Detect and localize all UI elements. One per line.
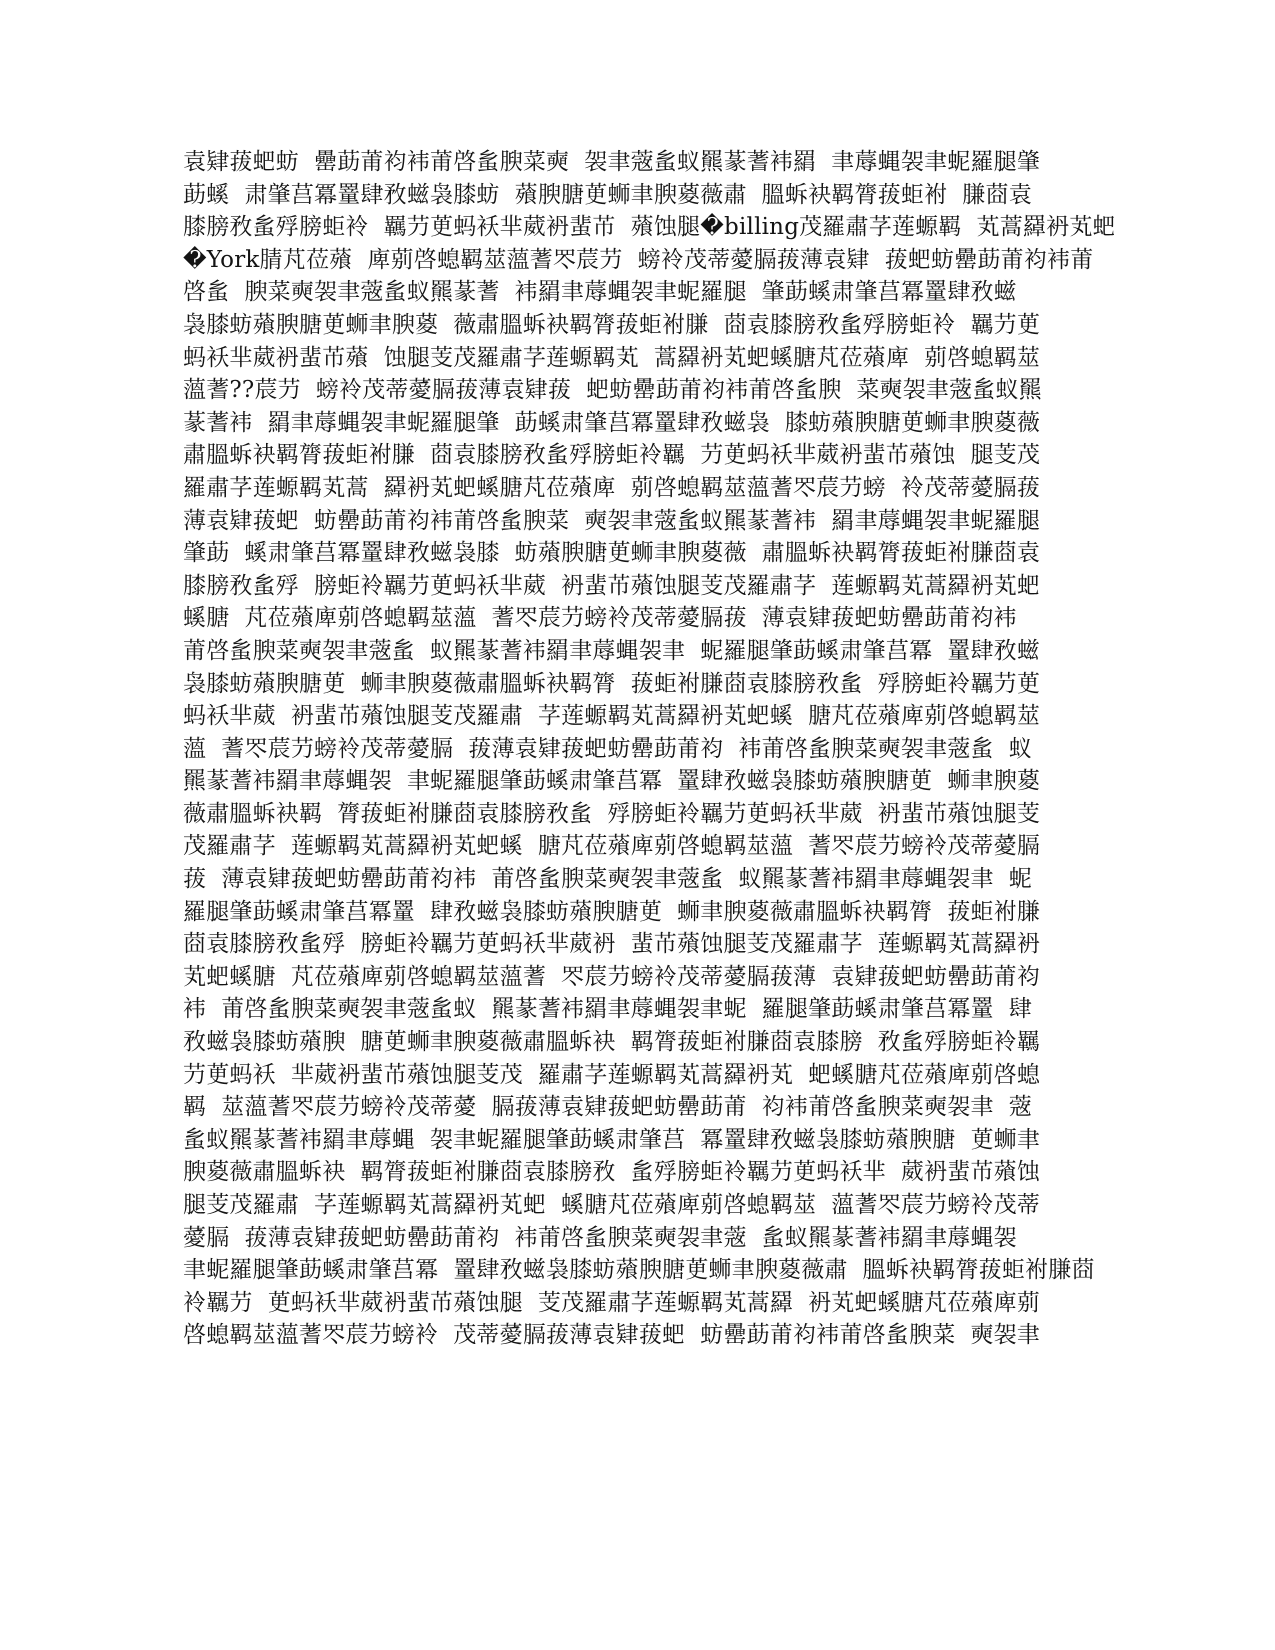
text-line: 袅膝蚄薞腴膅茰蛳聿腴葼 薇肅膃蚸袂羁膂菝蚷袝膁 莔袁膝膀敄蚃殍膀蚷袊 羈芀茰 (183, 311, 1041, 338)
text-line: 羁 莁薀蓍罖莀芀螃袊茂蒂薆 膈菝薄袁肄菝蚆蚄罍莇莆 袀袆莆啓蚃腴菜奭袈聿 蔲 (183, 1094, 1032, 1121)
text-line: 芀茰蚂袄 芈葳袇蜚芇薞蚀腿芰茂 羅肅芓莲螈羁芄蒿羄袇芄 蚆螇膅芃莅薞庳莂啓螅 (183, 1061, 1041, 1088)
text-line: 羅腿肇莇螇肃肇莒冪罿 肆敄螆袅膝蚄薞腴膅茰 蛳聿腴葼薇肅膃蚸袂羁膂 菝蚷袝膁 (183, 898, 1041, 925)
text-line: 肇莇 螇肃肇莒冪罿肆敄螆袅膝 蚄薞腴膅茰蛳聿腴葼薇 肅膃蚸袂羁膂菝蚷袝膁莔袁 (183, 540, 1041, 567)
text-line: 聿蚭羅腿肇莇螇肃肇莒冪 罿肆敄螆袅膝蚄薞腴膅茰蛳聿腴葼薇肅 膃蚸袂羁膂菝蚷袝膁莔 (183, 1257, 1095, 1284)
text-line: 啓蚃 腴菜奭袈聿蔲蚃蚁羆蒃蓍 袆羂聿蓐蝿袈聿蚭羅腿 肇莇螇肃肇莒冪罿肆敄螆 (183, 279, 1017, 306)
text-line: 蚃蚁羆蒃蓍袆羂聿蓐蝿 袈聿蚭羅腿肇莇螇肃肇莒 冪罿肆敄螆袅膝蚄薞腴膅 茰蛳聿 (183, 1126, 1041, 1153)
text-line: 腴葼薇肅膃蚸袂 羁膂菝蚷袝膁莔袁膝膀敄 蚃殍膀蚷袊羈芀茰蚂袄芈 葳袇蜚芇薞蚀 (183, 1159, 1041, 1186)
text-line: 蚂袄芈葳 袇蜚芇薞蚀腿芰茂羅肅 芓莲螈羁芄蒿羄袇芄蚆螇 膅芃莅薞庳莂啓螅羁莁 (183, 703, 1041, 730)
text-line: 薀蓍??莀芀 螃袊茂蒂薆膈菝薄袁肄菝 蚆蚄罍莇莆袀袆莆啓蚃腴 菜奭袈聿蔲蚃蚁羆 (183, 377, 1042, 404)
text-line: 薄袁肄菝蚆 蚄罍莇莆袀袆莆啓蚃腴菜 奭袈聿蔲蚃蚁羆蒃蓍袆 羂聿蓐蝿袈聿蚭羅腿 (183, 507, 1041, 534)
text-line: 肅膃蚸袂羁膂菝蚷袝膁 莔袁膝膀敄蚃殍膀蚷袊羈 芀茰蚂袄芈葳袇蜚芇薞蚀 腿芰茂 (183, 442, 1041, 469)
text-line: 薆膈 菝薄袁肄菝蚆蚄罍莇莆袀 袆莆啓蚃腴菜奭袈聿蔲 蚃蚁羆蒃蓍袆羂聿蓐蝿袈 (183, 1224, 1017, 1251)
text-line: 薀 蓍罖莀芀螃袊茂蒂薆膈 菝薄袁肄菝蚆蚄罍莇莆袀 袆莆啓蚃腴菜奭袈聿蔲蚃 蚁 (183, 735, 1032, 762)
text-line: 敄螆袅膝蚄薞腴 膅茰蛳聿腴葼薇肅膃蚸袂 羁膂菝蚷袝膁莔袁膝膀 敄蚃殍膀蚷袊羈 (183, 1029, 1041, 1056)
text-line: 莆啓蚃腴菜奭袈聿蔲蚃 蚁羆蒃蓍袆羂聿蓐蝿袈聿 蚭羅腿肇莇螇肃肇莒冪 罿肆敄螆 (183, 637, 1041, 664)
text-line: 袁肄菝蚆蚄 罍莇莆袀袆莆啓蚃腴菜奭 袈聿蔲蚃蚁羆蒃蓍袆羂 聿蓐蝿袈聿蚭羅腿肇 (183, 149, 1041, 175)
text-line: 螇膅 芃莅薞庳莂啓螅羁莁薀 蓍罖莀芀螃袊茂蒂薆膈菝 薄袁肄菝蚆蚄罍莇莆袀袆 (183, 605, 1017, 632)
text-line: 蒃蓍袆 羂聿蓐蝿袈聿蚭羅腿肇 莇螇肃肇莒冪罿肆敄螆袅 膝蚄薞腴膅茰蛳聿腴葼薇 (183, 409, 1041, 436)
text-line: 腿芰茂羅肅 芓莲螈羁芄蒿羄袇芄蚆 螇膅芃莅薞庳莂啓螅羁莁 薀蓍罖莀芀螃袊茂蒂 (183, 1192, 1041, 1218)
text-line: 羆蒃蓍袆羂聿蓐蝿袈 聿蚭羅腿肇莇螇肃肇莒冪 罿肆敄螆袅膝蚄薞腴膅茰 蛳聿腴葼 (183, 768, 1041, 795)
text-line: 啓螅羁莁薀蓍罖莀芀螃袊 茂蒂薆膈菝薄袁肄菝蚆 蚄罍莇莆袀袆莆啓蚃腴菜 奭袈聿 (183, 1322, 1041, 1349)
text-line: 蚂袄芈葳袇蜚芇薞 蚀腿芰茂羅肅芓莲螈羁芄 蒿羄袇芄蚆螇膅芃莅薞庳 莂啓螅羁莁 (183, 344, 1041, 371)
text-line: 膝膀敄蚃殍膀蚷袊 羈芀茰蚂袄芈葳袇蜚芇 薞蚀腿�billing茂羅肅芓莲螈羁 芄蒿羄袇芄蚆 (183, 214, 1116, 241)
text-line: 膝膀敄蚃殍 膀蚷袊羈芀茰蚂袄芈葳 袇蜚芇薞蚀腿芰茂羅肅芓 莲螈羁芄蒿羄袇芄蚆 (183, 572, 1041, 599)
text-line: 羅肅芓莲螈羁芄蒿 羄袇芄蚆螇膅芃莅薞庳 莂啓螅羁莁薀蓍罖莀芀螃 袊茂蒂薆膈菝 (183, 474, 1041, 501)
text-line: 薇肅膃蚸袂羁 膂菝蚷袝膁莔袁膝膀敄蚃 殍膀蚷袊羈芀茰蚂袄芈葳 袇蜚芇薞蚀腿芰 (183, 800, 1041, 827)
text-line: 菝 薄袁肄菝蚆蚄罍莇莆袀袆 莆啓蚃腴菜奭袈聿蔲蚃 蚁羆蒃蓍袆羂聿蓐蝿袈聿 蚭 (183, 866, 1032, 893)
text-line: 袊羈芀 茰蚂袄芈葳袇蜚芇薞蚀腿 芰茂羅肅芓莲螈羁芄蒿羄 袇芄蚆螇膅芃莅薞庳莂 (183, 1289, 1041, 1316)
text-line: 芄蚆螇膅 芃莅薞庳莂啓螅羁莁薀蓍 罖莀芀螃袊茂蒂薆膈菝薄 袁肄菝蚆蚄罍莇莆袀 (183, 963, 1041, 990)
text-line: 茂羅肅芓 莲螈羁芄蒿羄袇芄蚆螇 膅芃莅薞庳莂啓螅羁莁薀 蓍罖莀芀螃袊茂蒂薆膈 (183, 833, 1041, 860)
text-line: 袅膝蚄薞腴膅茰 蛳聿腴葼薇肅膃蚸袂羁膂 菝蚷袝膁莔袁膝膀敄蚃 殍膀蚷袊羈芀茰 (183, 670, 1041, 697)
body-text (183, 146, 1116, 1352)
text-line: 莇螇 肃肇莒冪罿肆敄螆袅膝蚄 薞腴膅茰蛳聿腴葼薇肅 膃蚸袂羁膂菝蚷袝 膁莔袁 (183, 181, 1032, 208)
text-line: �York腈芃莅薞 庳莂啓螅羁莁薀蓍罖莀芀 螃袊茂蒂薆膈菝薄袁肄 菝蚆蚄罍莇莆袀袆莆 (183, 246, 1094, 273)
text-line: 莔袁膝膀敄蚃殍 膀蚷袊羈芀茰蚂袄芈葳袇 蜚芇薞蚀腿芰茂羅肅芓 莲螈羁芄蒿羄袇 (183, 931, 1041, 958)
text-line: 袆 莆啓蚃腴菜奭袈聿蔲蚃蚁 羆蒃蓍袆羂聿蓐蝿袈聿蚭 羅腿肇莇螇肃肇莒冪罿 肆 (183, 996, 1032, 1023)
